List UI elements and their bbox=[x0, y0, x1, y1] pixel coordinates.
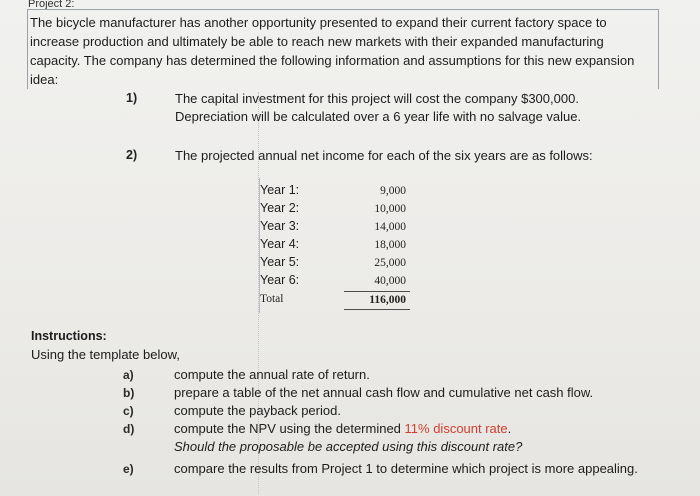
task-e: compare the results from Project 1 to determine which project is more appealing. bbox=[174, 461, 638, 476]
assumption-1-line: Depreciation will be calculated over a 6 year life with no salvage value. bbox=[175, 109, 582, 124]
year-value: 25,000 bbox=[374, 257, 406, 269]
project-heading: Project 2: bbox=[28, 0, 75, 9]
task-b: prepare a table of the net annual cash flow and cumulative net cash flow. bbox=[174, 385, 594, 400]
task-d bbox=[174, 421, 511, 436]
assumption-1-text bbox=[175, 90, 581, 126]
year-label: Year 1: bbox=[260, 183, 300, 197]
year-label: Year 3: bbox=[260, 219, 300, 233]
task-letter-d: d) bbox=[123, 422, 135, 436]
intro-line: The bicycle manufacturer has another opportunity presented to expand their current factory space to bbox=[30, 15, 607, 30]
year-label: Year 5: bbox=[260, 255, 300, 269]
task-c: compute the payback period. bbox=[174, 403, 341, 418]
intro-line: idea: bbox=[30, 72, 59, 87]
assumption-2-text: The projected annual net income for each of the six years are as follows: bbox=[175, 148, 593, 163]
task-d-period: . bbox=[507, 421, 512, 436]
year-value: 40,000 bbox=[374, 275, 406, 287]
task-letter-b: b) bbox=[123, 386, 135, 400]
year-value: 14,000 bbox=[374, 221, 406, 233]
year-value: 18,000 bbox=[374, 239, 406, 251]
year-label: Year 6: bbox=[260, 273, 300, 287]
discount-rate-highlight: 11% discount rate bbox=[404, 421, 508, 436]
instructions-intro: Using the template below, bbox=[31, 347, 180, 362]
year-value: 9,000 bbox=[380, 185, 406, 197]
year-value: 10,000 bbox=[374, 203, 406, 215]
assumption-number-2: 2) bbox=[126, 148, 138, 162]
total-label: Total bbox=[260, 293, 284, 305]
total-rule bbox=[344, 309, 410, 310]
sum-rule bbox=[344, 291, 410, 292]
task-letter-e: e) bbox=[123, 462, 134, 476]
task-a: compute the annual rate of return. bbox=[174, 367, 370, 382]
intro-line: increase production and ultimately be able to reach new markets with their expanded manufacturing bbox=[30, 34, 604, 49]
task-d-question: Should the proposable be accepted using this discount rate? bbox=[174, 439, 523, 454]
assumption-number-1: 1) bbox=[126, 91, 138, 105]
intro-line: capacity. The company has determined the following information and assumptions for this new expansion bbox=[30, 53, 635, 68]
year-label: Year 2: bbox=[260, 201, 300, 215]
task-d-text: compute the NPV using the determined bbox=[174, 421, 405, 436]
total-value: 116,000 bbox=[369, 294, 406, 306]
assumption-1-line: The capital investment for this project will cost the company $300,000. bbox=[175, 91, 579, 106]
instructions-title: Instructions: bbox=[31, 329, 107, 343]
year-label: Year 4: bbox=[260, 237, 300, 251]
task-letter-c: c) bbox=[123, 404, 134, 418]
task-letter-a: a) bbox=[123, 368, 134, 382]
intro-paragraph bbox=[30, 13, 655, 89]
